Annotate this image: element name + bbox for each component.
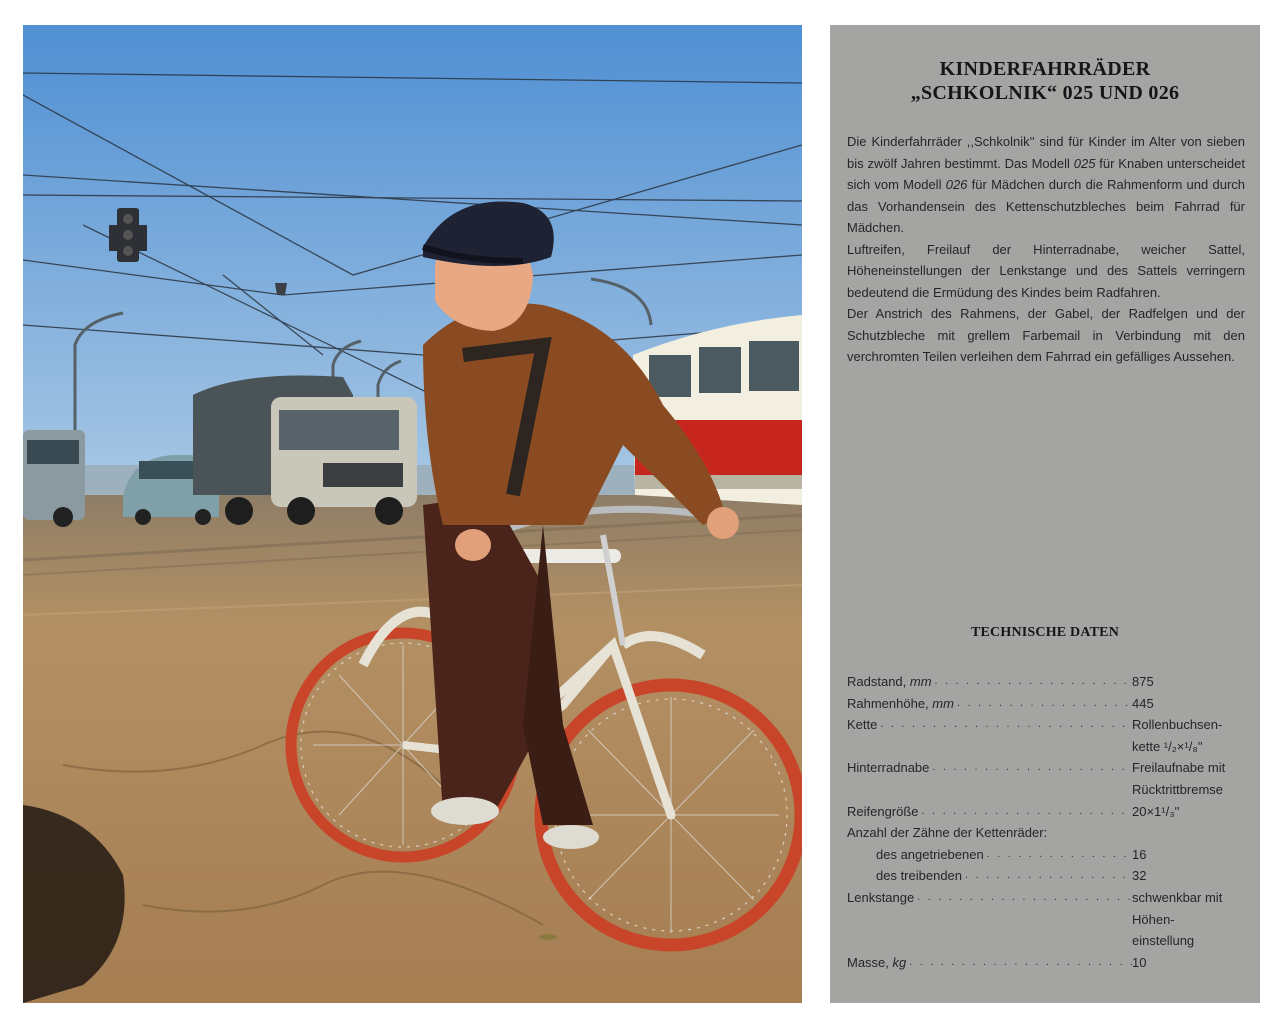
spec-row-masse: Masse, kg . . . 10 (847, 952, 1247, 974)
spec-value: 10 (1132, 954, 1147, 970)
spec-row-rahmenhoehe: Rahmenhöhe, mm . . . 445 (847, 693, 1247, 715)
spec-row-treibenden: des treibenden . . . 32 (847, 865, 1247, 887)
description-paragraph-1: Die Kinderfahrräder ,,Schkolnik'' sind für Kinder im Alter von sieben bis zwölf Jahren bestimmt. Das Modell 025 für Knaben unterscheidet sich vom Modell 026 für Mädchen durch die Rahmenform und durch das Vorhandensein des Kettenschutzbleches beim Fahrrad für Mädchen. (847, 134, 1245, 235)
model-number-boys: 025 (1073, 155, 1096, 171)
photo-boy-on-bicycle (23, 25, 802, 1003)
product-title (830, 57, 1260, 105)
spec-row-angetriebenen: des angetriebenen . . . 16 (847, 844, 1247, 866)
title-line-1: KINDERFAHRRÄDER (939, 58, 1151, 80)
bus (23, 430, 85, 527)
spec-value: 445 (1132, 695, 1154, 711)
description-paragraph-3: Der Anstrich des Rahmens, der Gabel, der Radfelgen und der Schutzbleche mit grellem Farbemail in Verbindung mit den verchromten Teilen verleihen dem Fahrrad ein gefälliges Aussehen. (847, 306, 1245, 364)
spec-row-radstand: Radstand, mm . . . 875 (847, 671, 1247, 693)
spec-row-zaehne-heading: Anzahl der Zähne der Kettenräder: (847, 825, 1048, 841)
description-paragraph-2: Luftreifen, Freilauf der Hinterradnabe, weicher Sattel, Höheneinstellungen der Lenkstange und des Sattels verringern bedeutend die Ermüdung des Kindes beim Radfahren. (847, 241, 1245, 300)
spec-row-hinterradnabe: Hinterradnabe . . . Freilaufnabe mit Rücktrittbremse (847, 757, 1247, 800)
spec-value: 875 (1132, 674, 1154, 689)
technical-data-table (847, 671, 1247, 973)
spec-row-reifengroesse: Reifengröße . . . 20×1¹/₃'' (847, 801, 1247, 823)
spec-value: Freilaufnabe mit Rücktrittbremse (1132, 760, 1226, 797)
spec-value: 16 (1132, 846, 1147, 862)
spec-value: 32 (1132, 868, 1147, 884)
spec-value: schwenkbar mit Höhen- einstellung (1132, 889, 1223, 949)
technical-data-heading: TECHNISCHE DATEN (970, 625, 1120, 640)
product-description-panel (830, 25, 1260, 1003)
spec-value: 20×1¹/₃'' (1132, 803, 1180, 819)
description-text (847, 131, 1245, 368)
model-number-girls: 026 (945, 177, 968, 192)
title-line-2: „SCHKOLNIK“ 025 UND 026 (910, 82, 1180, 104)
spec-row-kette: Kette . . . Rollenbuchsen- kette ¹/₂×¹/₈'' (847, 714, 1247, 757)
street-lamp (275, 283, 287, 295)
spec-value: Rollenbuchsen- kette ¹/₂×¹/₈'' (1132, 717, 1223, 754)
spec-row-lenkstange: Lenkstange . . . schwenkbar mit Höhen- einstellung (847, 887, 1247, 952)
